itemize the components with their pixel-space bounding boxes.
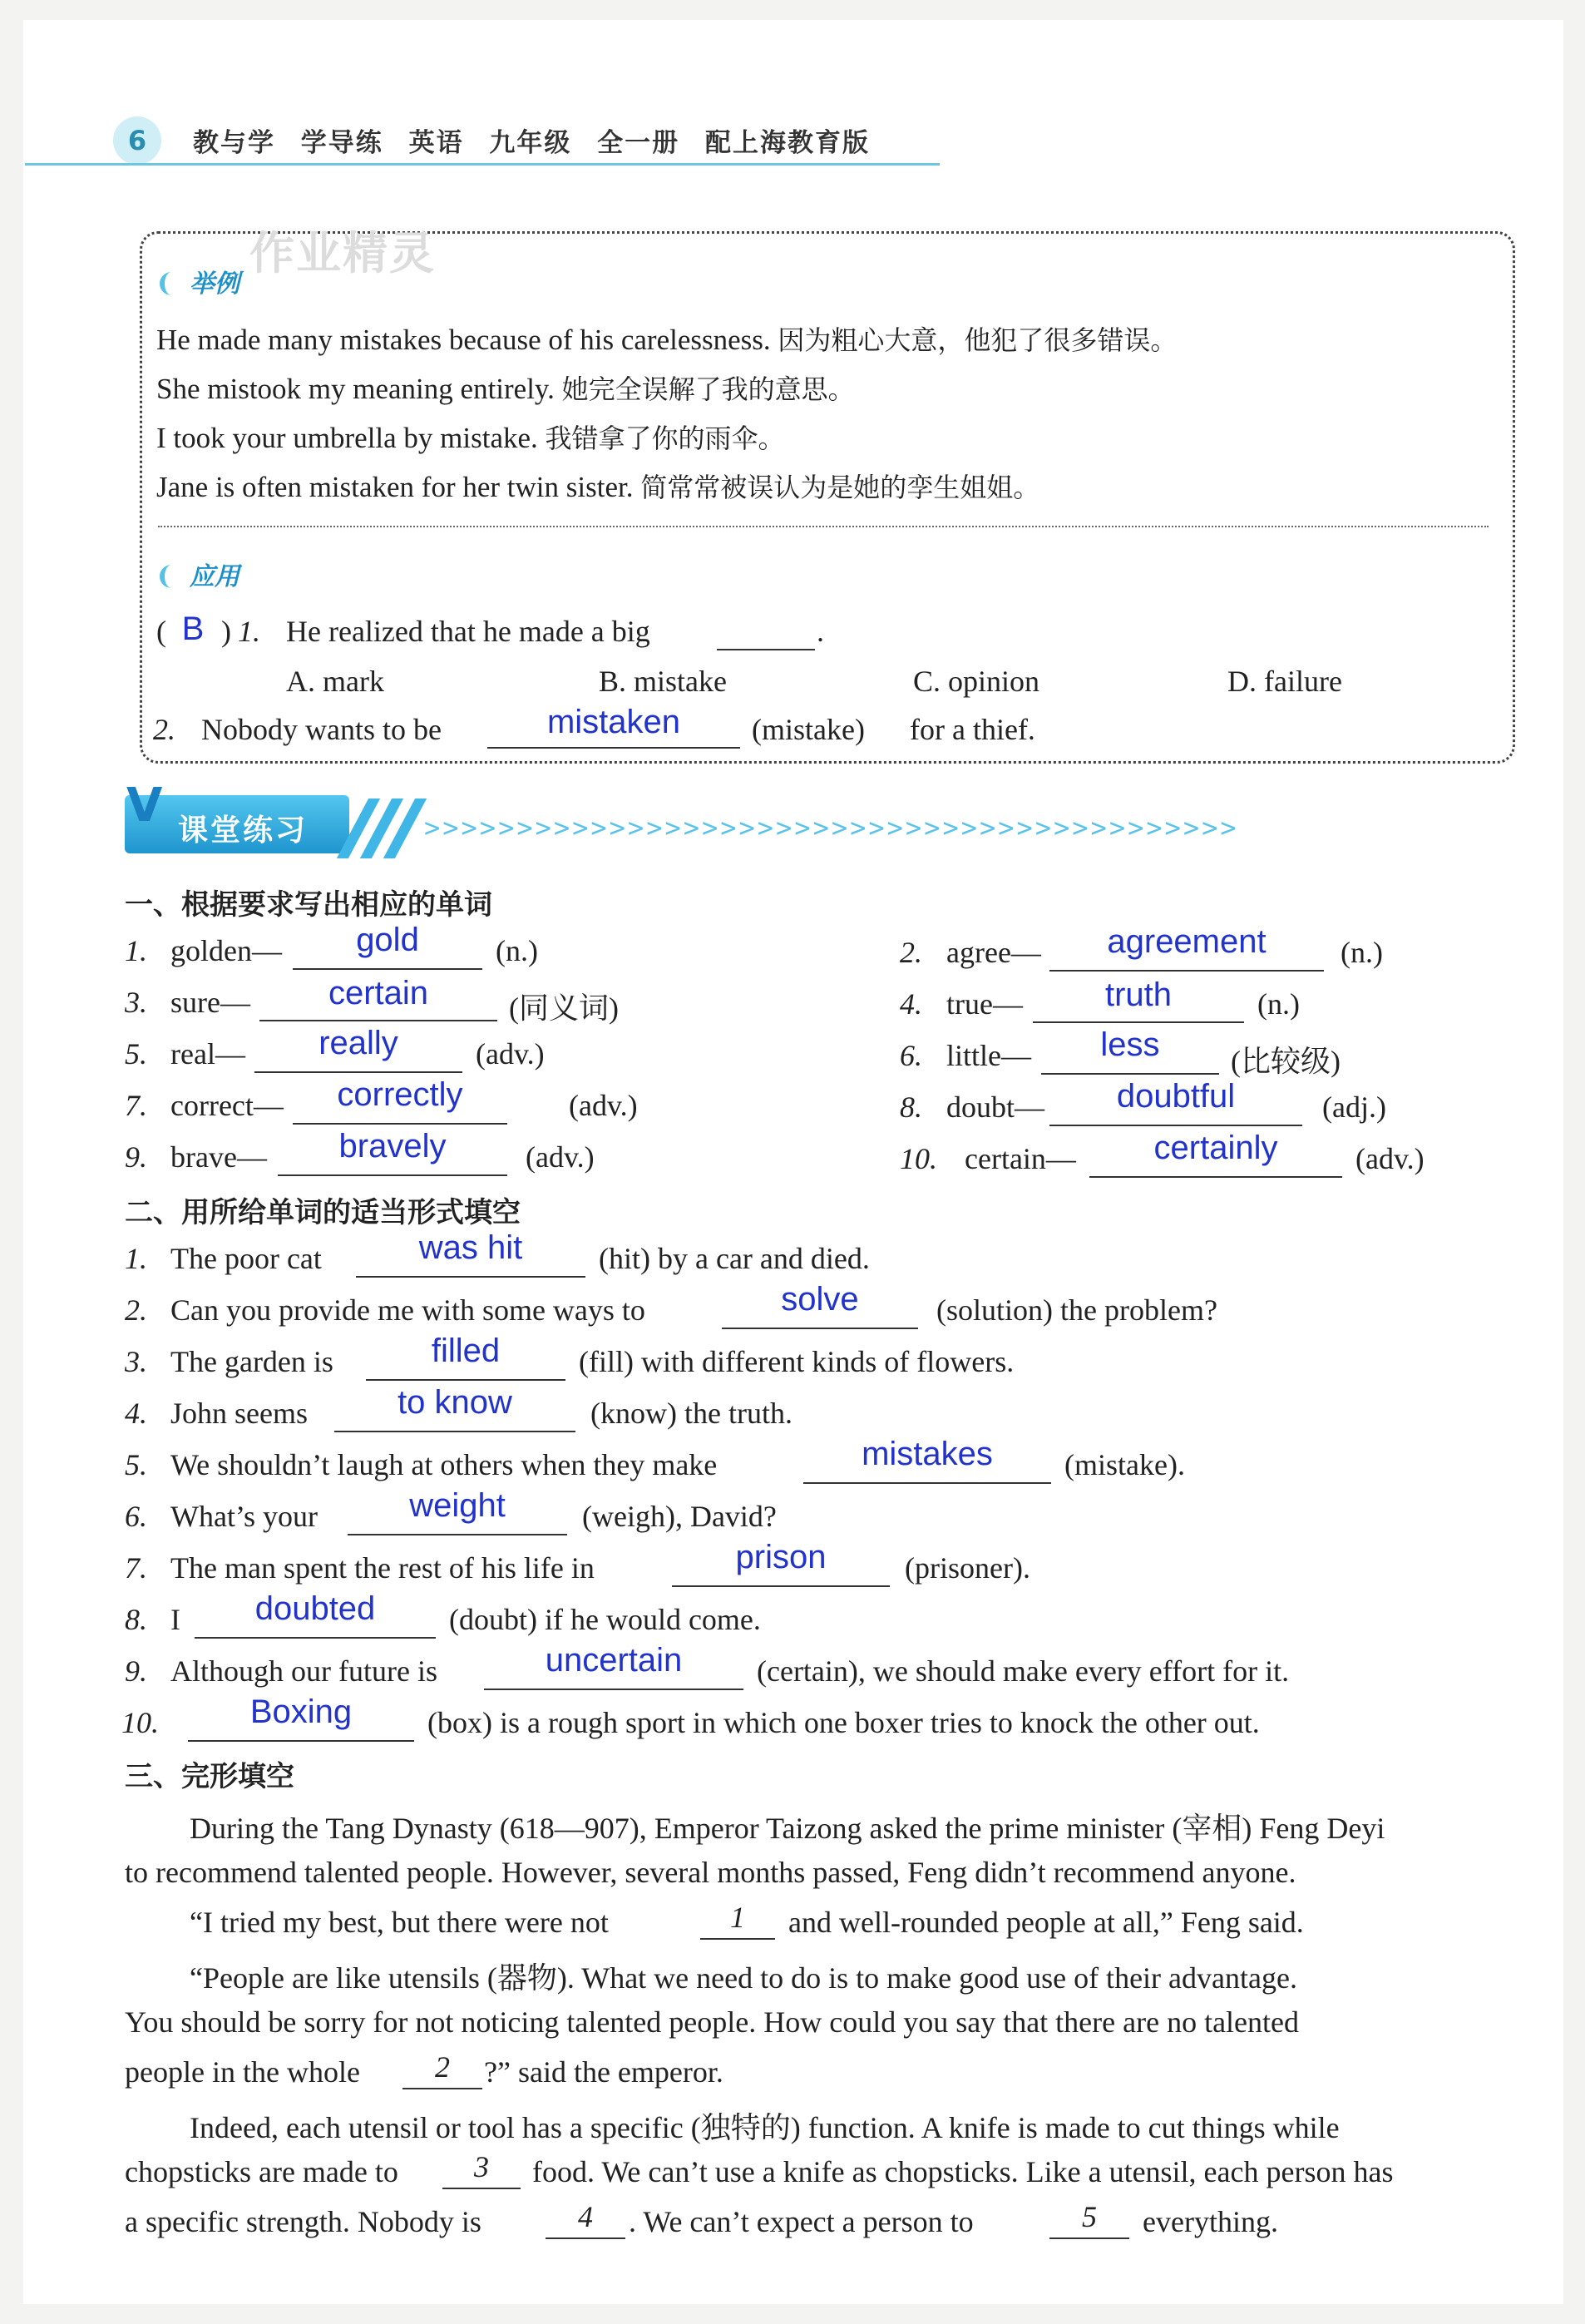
- p2-blank[interactable]: [188, 1740, 414, 1742]
- option-c: C. opinion: [913, 665, 1040, 698]
- p1-hint: (adv.): [526, 1140, 595, 1174]
- p1-hint: (n.): [1341, 936, 1383, 969]
- p2-before: I: [170, 1603, 180, 1636]
- p2-after: (know) the truth.: [590, 1397, 792, 1430]
- p1-item-word: sure—: [170, 986, 250, 1019]
- p2-answer: was hit: [418, 1229, 523, 1266]
- p1-answer: certain: [328, 975, 429, 1011]
- option-a: A. mark: [286, 665, 384, 698]
- p2-item-num: 2.: [125, 1293, 147, 1327]
- apply-q1-number: 1.: [238, 615, 260, 648]
- p2-item-num: 8.: [125, 1603, 147, 1636]
- apply-tag: [160, 556, 239, 592]
- p1-hint: (adv.): [476, 1037, 545, 1071]
- p1-item-num: 5.: [125, 1037, 147, 1071]
- p1-item-word: correct—: [170, 1089, 284, 1122]
- cloze-line: to recommend talented people. However, several months passed, Feng didn’t recommend anyone.: [125, 1856, 1296, 1889]
- p2-answer: weight: [409, 1487, 506, 1524]
- example-4: [156, 467, 1039, 505]
- p2-before: Although our future is: [170, 1654, 437, 1688]
- example-en: I took your umbrella by mistake.: [156, 422, 538, 454]
- p1-answer: certainly: [1153, 1130, 1278, 1166]
- apply-q1-answer: B: [181, 611, 205, 647]
- cloze-blank[interactable]: [1049, 2237, 1129, 2239]
- p1-item-word: doubt—: [946, 1090, 1045, 1124]
- example-separator: [158, 526, 1489, 527]
- example-cn: 她完全误解了我的意思。: [561, 373, 855, 405]
- p2-after: (box) is a rough sport in which one boxer tries to knock the other out.: [427, 1706, 1260, 1739]
- option-b: B. mistake: [599, 665, 727, 698]
- p2-answer: solve: [781, 1281, 859, 1318]
- p1-blank[interactable]: [1033, 1021, 1244, 1023]
- cloze-line: You should be sorry for not noticing talented people. How could you say that there are no talented: [125, 2005, 1300, 2039]
- cloze-line: and well-rounded people at all,” Feng said.: [788, 1906, 1304, 1939]
- example-cn: 我错拿了你的雨伞。: [545, 423, 785, 454]
- p1-item-num: 3.: [125, 986, 147, 1019]
- p2-after: (fill) with different kinds of flowers.: [579, 1345, 1015, 1378]
- p1-item-word: true—: [946, 987, 1023, 1021]
- example-cn: 因为粗心大意，他犯了很多错误。: [778, 324, 1178, 356]
- p2-item-num: 10.: [121, 1706, 159, 1739]
- example-cn: 简常常被误认为是她的孪生姐姐。: [640, 472, 1040, 503]
- p1-answer: correctly: [337, 1076, 463, 1113]
- p2-blank[interactable]: [803, 1482, 1051, 1484]
- p1-answer: less: [1100, 1026, 1160, 1063]
- p2-answer: Boxing: [249, 1694, 353, 1730]
- cloze-line: food. We can’t use a knife as chopsticks. Like a utensil, each person has: [532, 2155, 1394, 2188]
- apply-q2-answer: mistaken: [546, 704, 681, 740]
- cloze-line: Indeed, each utensil or tool has a specific (独特的) function. A knife is made to cut things while: [190, 2111, 1340, 2144]
- p1-answer: gold: [356, 922, 419, 958]
- p1-answer: agreement: [1107, 923, 1267, 960]
- moon-icon: [160, 565, 183, 588]
- p2-before: We shouldn’t laugh at others when they make: [170, 1448, 718, 1481]
- cloze-line: . We can’t expect a person to: [629, 2205, 974, 2238]
- p2-answer: prison: [735, 1539, 827, 1575]
- apply-q1-text: He realized that he made a big: [286, 615, 650, 648]
- p2-item-num: 4.: [125, 1397, 147, 1430]
- p2-before: Can you provide me with some ways to: [170, 1293, 645, 1327]
- p1-blank[interactable]: [293, 968, 482, 970]
- cloze-blank[interactable]: [442, 2188, 521, 2189]
- cloze-blank-number: 3: [474, 2150, 489, 2183]
- arrow-decoration: >>>>>>>>>>>>>>>>>>>>>>>>>>>>>>>>>>>>>>>>>>>>: [424, 812, 1239, 843]
- p1-answer: truth: [1104, 977, 1173, 1013]
- part1-heading: 一、根据要求写出相应的单词: [125, 888, 492, 922]
- p1-item-word: little—: [946, 1039, 1031, 1072]
- example-tag: [160, 263, 239, 299]
- p2-answer: uncertain: [545, 1642, 683, 1679]
- p2-blank[interactable]: [348, 1534, 567, 1535]
- apply-label: 应用: [190, 562, 239, 591]
- p1-blank[interactable]: [1089, 1176, 1342, 1178]
- p1-hint: (比较级): [1231, 1045, 1341, 1078]
- p2-blank[interactable]: [672, 1585, 890, 1587]
- apply-q1-paren-open: (: [156, 615, 166, 648]
- apply-q2-hint: (mistake): [752, 713, 865, 746]
- check-mark: V: [126, 779, 163, 833]
- p1-hint: (n.): [1257, 987, 1300, 1021]
- cloze-blank-number: 2: [435, 2050, 450, 2084]
- p1-blank[interactable]: [278, 1174, 507, 1176]
- p1-answer: bravely: [338, 1128, 447, 1164]
- p1-blank[interactable]: [1049, 970, 1324, 972]
- p1-item-word: brave—: [170, 1140, 267, 1174]
- part2-heading: 二、用所给单词的适当形式填空: [125, 1196, 521, 1229]
- p1-item-num: 10.: [900, 1142, 937, 1175]
- p2-answer: doubted: [254, 1590, 376, 1627]
- example-en: She mistook my meaning entirely.: [156, 373, 555, 405]
- p2-item-num: 6.: [125, 1500, 147, 1533]
- cloze-line: “I tried my best, but there were not: [190, 1906, 609, 1939]
- p2-after: (prisoner).: [905, 1551, 1030, 1585]
- p2-item-num: 9.: [125, 1654, 147, 1688]
- p1-item-word: agree—: [946, 936, 1041, 969]
- p1-hint: (adv.): [1355, 1142, 1425, 1175]
- cloze-line: ?” said the emperor.: [484, 2055, 723, 2089]
- p2-item-num: 7.: [125, 1551, 147, 1585]
- p2-blank[interactable]: [356, 1276, 585, 1278]
- cloze-blank-number: 1: [730, 1901, 745, 1934]
- practice-banner-label: 课堂练习: [178, 813, 309, 848]
- apply-q2-number: 2.: [153, 713, 175, 746]
- p2-before: The garden is: [170, 1345, 333, 1378]
- example-label: 举例: [190, 269, 239, 299]
- p1-item-num: 6.: [900, 1039, 922, 1072]
- cloze-blank-number: 5: [1082, 2200, 1097, 2233]
- apply-q1-blank[interactable]: [717, 649, 815, 650]
- cloze-blank[interactable]: [402, 2088, 482, 2089]
- p2-answer: to know: [397, 1384, 512, 1421]
- header-divider: [25, 163, 940, 166]
- p1-hint: (adj.): [1322, 1090, 1386, 1124]
- example-1: [156, 319, 1177, 358]
- cloze-blank-number: 4: [578, 2200, 593, 2233]
- p2-after: (weigh), David?: [582, 1500, 777, 1533]
- watermark: 作业精灵: [249, 227, 436, 279]
- p1-blank[interactable]: [293, 1123, 507, 1125]
- p2-item-num: 5.: [125, 1448, 147, 1481]
- p2-after: (doubt) if he would come.: [449, 1603, 761, 1636]
- p1-item-num: 7.: [125, 1089, 147, 1122]
- p2-answer: mistakes: [862, 1436, 993, 1472]
- p1-blank[interactable]: [1041, 1073, 1219, 1075]
- cloze-blank[interactable]: [700, 1938, 775, 1940]
- option-d: D. failure: [1227, 665, 1342, 698]
- p1-blank[interactable]: [254, 1071, 462, 1073]
- part3-heading: 三、完形填空: [125, 1760, 294, 1793]
- cloze-line: a specific strength. Nobody is: [125, 2205, 481, 2238]
- example-2: [156, 368, 855, 407]
- p2-after: (mistake).: [1064, 1448, 1185, 1481]
- p2-blank[interactable]: [722, 1328, 918, 1329]
- p2-blank[interactable]: [195, 1637, 436, 1639]
- p1-item-num: 4.: [900, 987, 922, 1021]
- example-3: [156, 418, 785, 456]
- cloze-blank[interactable]: [546, 2237, 625, 2239]
- apply-q1-end: .: [817, 615, 824, 648]
- p2-item-num: 3.: [125, 1345, 147, 1378]
- cloze-line: chopsticks are made to: [125, 2155, 398, 2188]
- apply-q2-tail: for a thief.: [910, 713, 1035, 746]
- p1-item-num: 8.: [900, 1090, 922, 1124]
- p1-hint: (n.): [496, 934, 538, 967]
- cloze-line: During the Tang Dynasty (618—907), Emperor Taizong asked the prime minister (宰相) Feng Deyi: [190, 1812, 1385, 1845]
- p1-item-word: certain—: [965, 1142, 1076, 1175]
- p2-item-num: 1.: [125, 1242, 147, 1275]
- p2-after: (certain), we should make every effort for it.: [757, 1654, 1290, 1688]
- p2-before: John seems: [170, 1397, 308, 1430]
- p1-item-num: 1.: [125, 934, 147, 967]
- p2-answer: filled: [431, 1333, 501, 1369]
- cloze-line: people in the whole: [125, 2055, 360, 2089]
- p2-after: (solution) the problem?: [936, 1293, 1217, 1327]
- p2-before: What’s your: [170, 1500, 318, 1533]
- p1-item-num: 9.: [125, 1140, 147, 1174]
- apply-q2-text: Nobody wants to be: [201, 713, 442, 746]
- p1-blank[interactable]: [1049, 1125, 1302, 1126]
- example-en: He made many mistakes because of his carelessness.: [156, 324, 771, 356]
- book-title: 教与学 学导练 英语 九年级 全一册 配上海教育版: [193, 128, 870, 158]
- apply-q1-paren-close: ): [221, 615, 231, 648]
- p1-hint: (同义词): [509, 991, 619, 1025]
- p2-before: The man spent the rest of his life in: [170, 1551, 595, 1585]
- moon-icon: [160, 272, 183, 295]
- p2-blank[interactable]: [366, 1379, 565, 1381]
- p2-blank[interactable]: [484, 1689, 743, 1690]
- p1-item-word: golden—: [170, 934, 282, 967]
- p1-answer: doubtful: [1116, 1078, 1236, 1115]
- p2-after: (hit) by a car and died.: [599, 1242, 870, 1275]
- p1-answer: really: [318, 1025, 398, 1061]
- cloze-line: “People are like utensils (器物). What we need to do is to make good use of their advantage.: [190, 1961, 1297, 1995]
- p2-before: The poor cat: [170, 1242, 322, 1275]
- example-en: Jane is often mistaken for her twin sister.: [156, 471, 634, 503]
- p1-blank[interactable]: [259, 1020, 497, 1021]
- page-number: 6: [113, 116, 161, 165]
- p1-item-word: real—: [170, 1037, 245, 1071]
- p1-hint: (adv.): [569, 1089, 638, 1122]
- p1-item-num: 2.: [900, 936, 922, 969]
- cloze-line: everything.: [1143, 2205, 1278, 2238]
- apply-q2-blank[interactable]: [487, 747, 740, 749]
- p2-blank[interactable]: [334, 1431, 575, 1432]
